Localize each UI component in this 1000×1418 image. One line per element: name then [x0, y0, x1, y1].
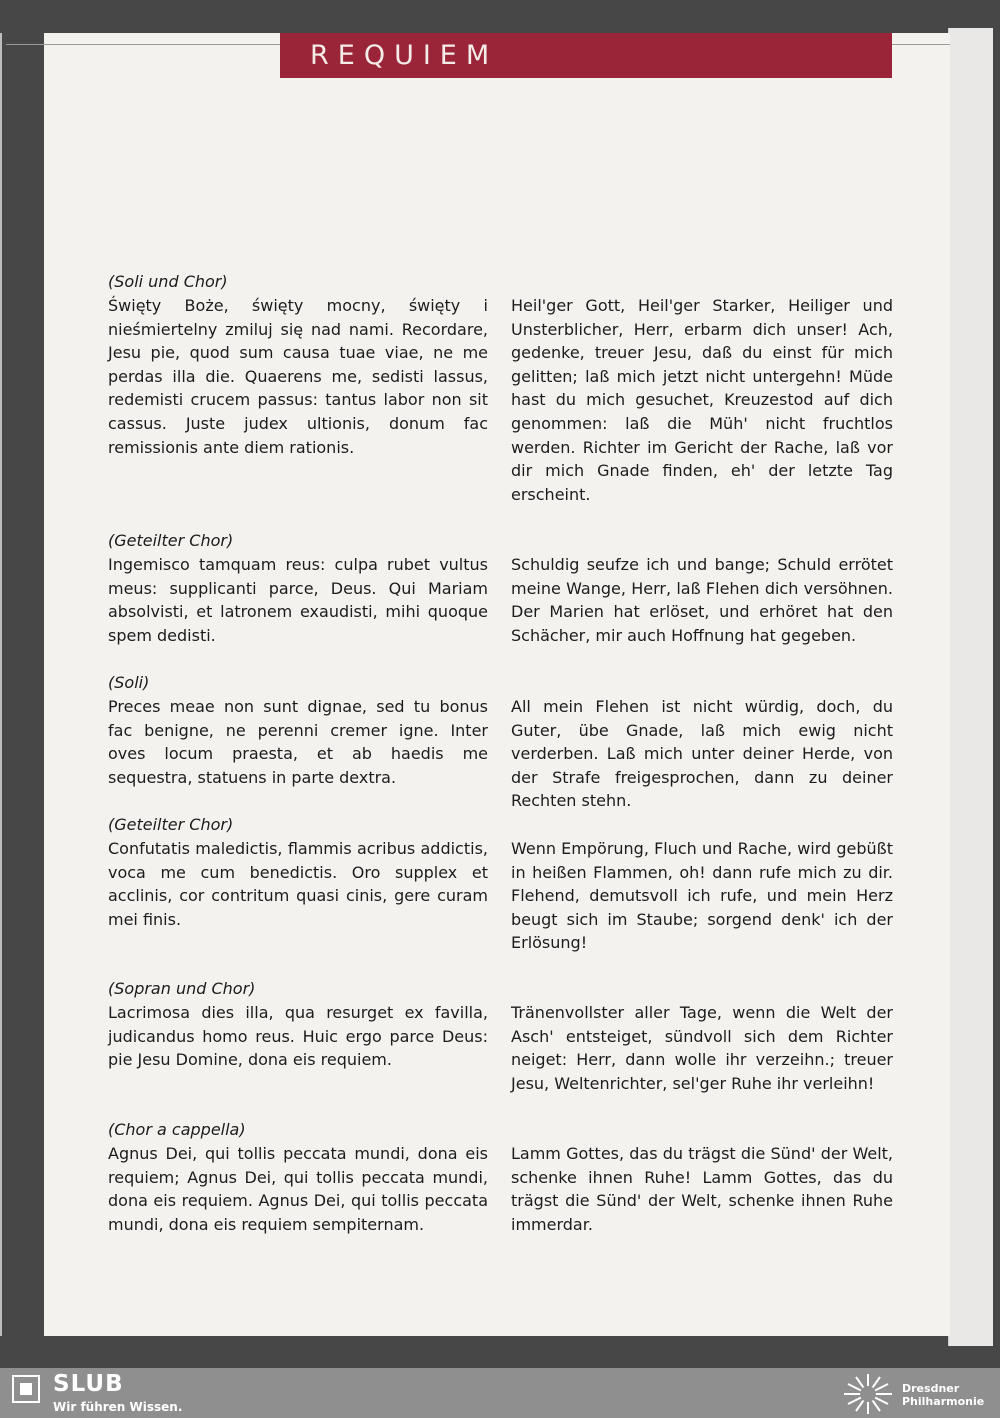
german-text: Heil'ger Gott, Heil'ger Starker, Heiliger und Unsterblicher, Herr, erbarm dich unser! Ach, gedenke, treuer Jesu, daß du einst für mich gelitten; laß mich jetzt nicht untergehn! Müde hast du mich gesuchet, Kreuzestod auf dich genommen: laß die Müh' nicht fruchtlos werden. Richter im Gericht der Rache, laß vor dir mich Gnade finden, eh' der letzte Tag erscheint.	[511, 296, 893, 504]
section-3-latin	[108, 671, 488, 789]
section-4-german	[511, 837, 893, 955]
partner-name-line1: Dresdner	[902, 1382, 960, 1395]
section-5-latin	[108, 977, 488, 1072]
section-heading: (Sopran und Chor)	[108, 979, 256, 998]
german-text: Tränenvollster aller Tage, wenn die Welt der Asch' entsteiget, sündvoll sich dem Richter neiget: Herr, dann wolle ihr verzeihn.; treuer Jesu, Weltenrichter, sel'ger Ruhe ihr verleihn!	[511, 1003, 893, 1093]
section-heading: (Chor a cappella)	[108, 1120, 246, 1139]
section-2-german	[511, 553, 893, 647]
latin-text: Confutatis maledictis, flammis acribus addictis, voca me cum benedictis. Oro supplex et acclinis, cor contritum quasi cinis, gere curam mei finis.	[108, 839, 488, 929]
section-5-german	[511, 1001, 893, 1095]
partner-name-line2: Philharmonie	[902, 1395, 985, 1408]
section-heading: (Geteilter Chor)	[108, 815, 234, 834]
library-tagline: Wir führen Wissen.	[53, 1400, 183, 1414]
section-1-german	[511, 294, 893, 506]
page-edge	[0, 33, 2, 1336]
german-text: Schuldig seufze ich und bange; Schuld errötet meine Wange, Herr, laß Flehen dich versöhnen. Der Marien hat erlöset, und erhöret hat den Schächer, mir auch Hoffnung hat gegeben.	[511, 555, 893, 645]
latin-text: Święty Boże, święty mocny, święty i nieśmiertelny zmiluj się nad nami. Recordare, Jesu pie, quod sum causa tuae viae, ne me perdas illa die. Quaerens me, sedisti lassus, redemisti crucem passus: tantus labor non sit cassus. Juste judex ultionis, donum fac remissionis ante diem rationis.	[108, 296, 488, 457]
latin-text: Preces meae non sunt dignae, sed tu bonus fac benigne, ne perenni cremer igne. Inter oves locum praesta, et ab haedis me sequestra, statuens in parte dextra.	[108, 697, 488, 787]
german-text: Lamm Gottes, das du trägst die Sünd' der Welt, schenke ihnen Ruhe! Lamm Gottes, das du trägst die Sünd' der Welt, schenke ihnen Ruhe immerdar.	[511, 1144, 893, 1234]
section-3-german	[511, 695, 893, 813]
slub-logo-icon[interactable]	[12, 1375, 40, 1403]
section-heading: (Soli und Chor)	[108, 272, 228, 291]
latin-text: Lacrimosa dies illa, qua resurget ex favilla, judicandus homo reus. Huic ergo parce Deus: pie Jesu Domine, dona eis requiem.	[108, 1003, 488, 1070]
next-page-edge	[948, 28, 993, 1346]
german-text: All mein Flehen ist nicht würdig, doch, du Guter, übe Gnade, laß mich ewig nicht verderben. Laß mich unter deiner Herde, von der Strafe freigesprochen, dann zu deiner Rechten stehn.	[511, 697, 893, 811]
latin-text: Ingemisco tamquam reus: culpa rubet vultus meus: supplicanti parce, Deus. Qui Mariam absolvisti, et latronem exaudisti, mihi quoque spem dedisti.	[108, 555, 488, 645]
section-4-latin	[108, 813, 488, 931]
section-6-german	[511, 1142, 893, 1236]
library-name[interactable]: SLUB	[53, 1371, 124, 1397]
partner-name[interactable]	[902, 1382, 984, 1408]
section-6-latin	[108, 1118, 488, 1236]
page-title: REQUIEM	[310, 40, 499, 71]
german-text: Wenn Empörung, Fluch und Rache, wird gebüßt in heißen Flammen, oh! dann rufe mich zu dir. Flehend, demutsvoll ich rufe, und mein Herz beugt sich im Staube; sorgend denk' ich der Erlösung!	[511, 839, 893, 953]
section-heading: (Geteilter Chor)	[108, 531, 234, 550]
latin-text: Agnus Dei, qui tollis peccata mundi, dona eis requiem; Agnus Dei, qui tollis peccata mundi, dona eis requiem. Agnus Dei, qui tollis peccata mundi, dona eis requiem sempiternam.	[108, 1144, 488, 1234]
section-1-latin	[108, 270, 488, 459]
section-heading: (Soli)	[108, 673, 150, 692]
header-banner	[280, 33, 892, 78]
section-2-latin	[108, 529, 488, 647]
philharmonie-logo-icon[interactable]	[842, 1373, 894, 1415]
